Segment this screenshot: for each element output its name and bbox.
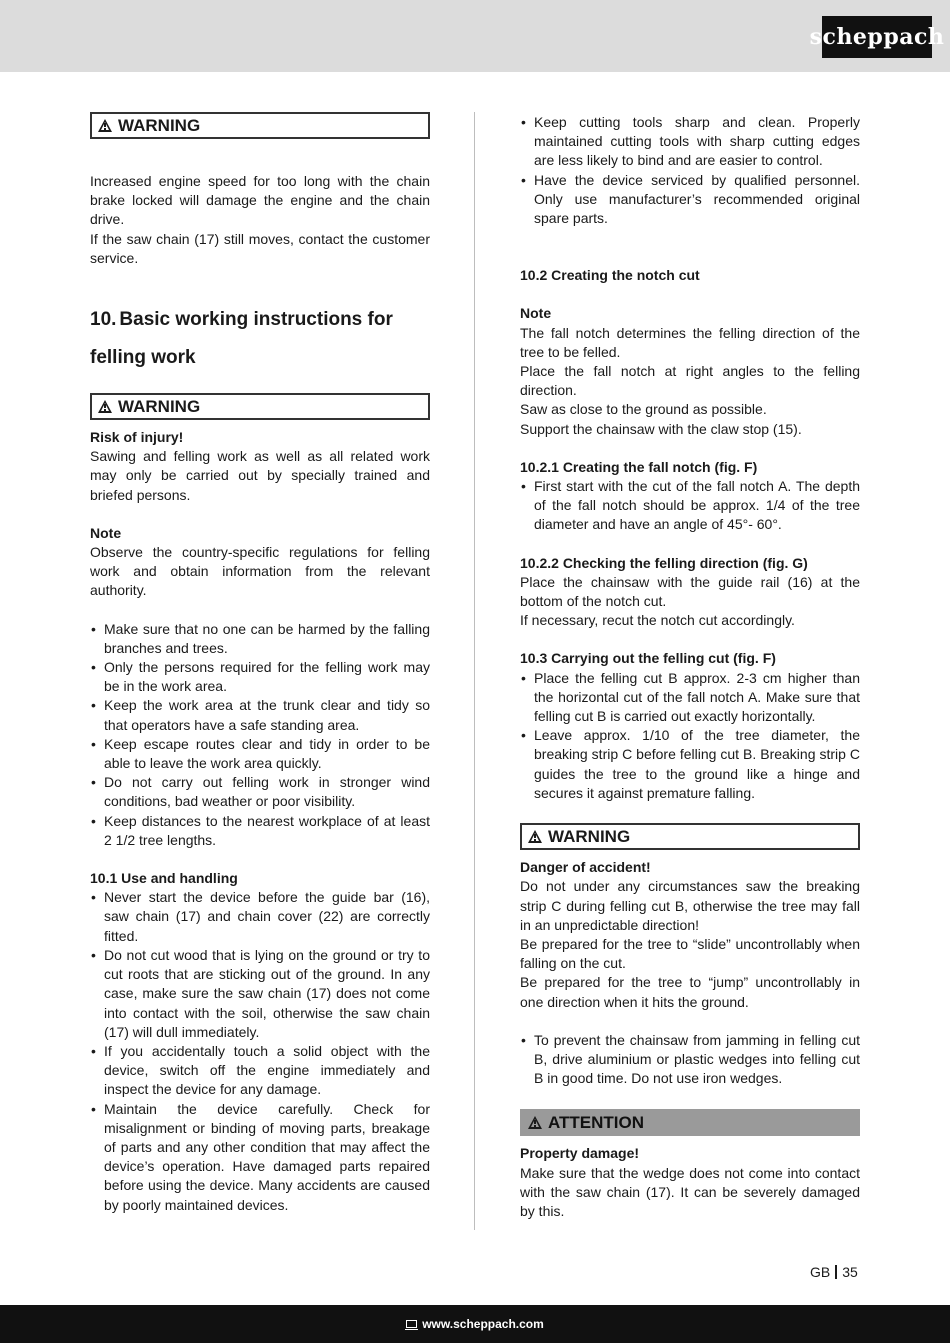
paragraph: Place the chainsaw with the guide rail (16) at the bottom of the notch cut.: [520, 573, 860, 610]
warning-triangle-icon: [528, 830, 542, 843]
warning-label: WARNING: [548, 826, 631, 846]
warning-label: WARNING: [118, 396, 201, 416]
warning-box: [90, 393, 430, 420]
warning-label: WARNING: [118, 115, 201, 135]
paragraph: The fall notch determines the felling direction of the tree to be felled.: [520, 324, 860, 360]
subheading: Note: [520, 305, 552, 322]
section-title-line2: felling work: [90, 347, 196, 369]
monitor-icon: [406, 1320, 417, 1328]
paragraph: Be prepared for the tree to “jump” uncontrollably in one direction when it hits the ground.: [520, 974, 860, 1010]
subheading: 10.2.2 Checking the felling direction (fig. G): [520, 554, 808, 571]
subheading: 10.1 Use and handling: [90, 870, 238, 887]
left-column: [90, 112, 430, 1215]
paragraph: Observe the country-specific regulations for felling work and obtain information from the relevant authority.: [90, 544, 430, 599]
page-number-value: 35: [842, 1264, 858, 1280]
list-item: • To prevent the chainsaw from jamming in felling cut B, drive aluminium or plastic wedges into felling cut B in good time. Do not use iron wedges.: [520, 1031, 860, 1089]
list-item: • Keep distances to the nearest workplace of at least 2 1/2 tree lengths.: [90, 812, 430, 850]
paragraph: Saw as close to the ground as possible.: [520, 401, 767, 418]
footer-url[interactable]: www.scheppach.com: [422, 1317, 544, 1331]
bullet-list: [520, 1031, 860, 1089]
subheading: Danger of accident!: [520, 859, 651, 876]
paragraph: Support the chainsaw with the claw stop (15).: [520, 420, 802, 437]
paragraph: Place the fall notch at right angles to the felling direction.: [520, 363, 860, 399]
paragraph: Be prepared for the tree to “slide” uncontrollably when falling on the cut.: [520, 935, 860, 972]
list-item: • Do not carry out felling work in stronger wind conditions, bad weather or poor visibility.: [90, 773, 430, 811]
warning-box: [520, 823, 860, 850]
list-item: • Keep cutting tools sharp and clean. Properly maintained cutting tools with sharp cutting edges are less likely to bind and are easier to control.: [520, 113, 860, 171]
bullet-list: [520, 669, 860, 803]
subheading: 10.2 Creating the notch cut: [520, 267, 700, 284]
section-number: 10.: [90, 309, 117, 331]
page-number: [810, 1264, 858, 1280]
list-item: • Maintain the device carefully. Check for misalignment or binding of moving parts, breakage of parts and any other condition that may affect the device’s operation. Have damaged parts repaired before using the device. Many accidents are caused by poorly maintained devices.: [90, 1100, 430, 1215]
list-item: • If you accidentally touch a solid object with the device, switch off the engine immediately and inspect the device for any damage.: [90, 1042, 430, 1100]
subheading: Property damage!: [520, 1145, 640, 1162]
list-item: • Keep the work area at the trunk clear and tidy so that operators have a safe standing area.: [90, 696, 430, 734]
warning-triangle-icon: [528, 1116, 542, 1129]
warning-triangle-icon: [98, 400, 112, 413]
paragraph: Sawing and felling work as well as all related work may only be carried out by specially trained and briefed persons.: [90, 448, 430, 503]
list-item: • Never start the device before the guide bar (16), saw chain (17) and chain cover (22) are correctly fitted.: [90, 888, 430, 946]
attention-label: ATTENTION: [548, 1113, 645, 1133]
paragraph: Make sure that the wedge does not come into contact with the saw chain (17). It can be severely damaged by this.: [520, 1164, 860, 1219]
page-lang: GB: [810, 1264, 831, 1280]
column-divider: [474, 112, 475, 1230]
list-item: • Keep escape routes clear and tidy in order to be able to leave the work area quickly.: [90, 735, 430, 773]
section-heading: [90, 301, 430, 339]
top-bar: [0, 0, 950, 72]
brand-logo: scheppach: [822, 16, 932, 58]
list-item: • Make sure that no one can be harmed by the falling branches and trees.: [90, 620, 430, 658]
list-item: • Leave approx. 1/10 of the tree diameter, the breaking strip C before felling cut B. Breaking strip C guides the tree to the ground like a hinge and secures it against premature falling.: [520, 726, 860, 803]
subheading: 10.2.1 Creating the fall notch (fig. F): [520, 458, 758, 475]
paragraph: Do not under any circumstances saw the breaking strip C during felling cut B, otherwise the tree may fall in an unpredictable direction!: [520, 878, 860, 933]
bullet-list: [520, 477, 860, 535]
list-item: • Do not cut wood that is lying on the ground or try to cut roots that are sticking out of the ground. In any case, make sure the saw chain (17) does not come into contact with the soil, otherwise the saw chain (17) will dull immediately.: [90, 946, 430, 1042]
subheading: 10.3 Carrying out the felling cut (fig. F): [520, 650, 776, 667]
paragraph: If necessary, recut the notch cut accordingly.: [520, 612, 795, 629]
bullet-list: [520, 113, 860, 228]
bullet-list: [90, 888, 430, 1214]
footer-bar: [0, 1305, 950, 1343]
subheading: Risk of injury!: [90, 429, 184, 446]
list-item: • Only the persons required for the felling work may be in the work area.: [90, 658, 430, 696]
section-title-line1: Basic working instructions for: [119, 309, 393, 331]
warning-triangle-icon: [98, 119, 112, 132]
list-item: • First start with the cut of the fall notch A. The depth of the fall notch should be approx. 1/4 of the tree diameter and have an angle of 45°- 60°.: [520, 477, 860, 535]
paragraph: Increased engine speed for too long with the chain brake locked will damage the engine and the chain drive.: [90, 173, 430, 228]
right-column: [520, 113, 860, 1221]
warning-box: [90, 112, 430, 139]
paragraph: If the saw chain (17) still moves, contact the customer service.: [90, 230, 430, 266]
list-item: • Place the felling cut B approx. 2-3 cm higher than the horizontal cut of the fall notch A. Make sure that felling cut B is carried out exactly horizontally.: [520, 669, 860, 727]
subheading: Note: [90, 524, 122, 541]
list-item: • Have the device serviced by qualified personnel. Only use manufacturer’s recommended original spare parts.: [520, 171, 860, 229]
attention-box: [520, 1109, 860, 1136]
bullet-list: [90, 620, 430, 850]
